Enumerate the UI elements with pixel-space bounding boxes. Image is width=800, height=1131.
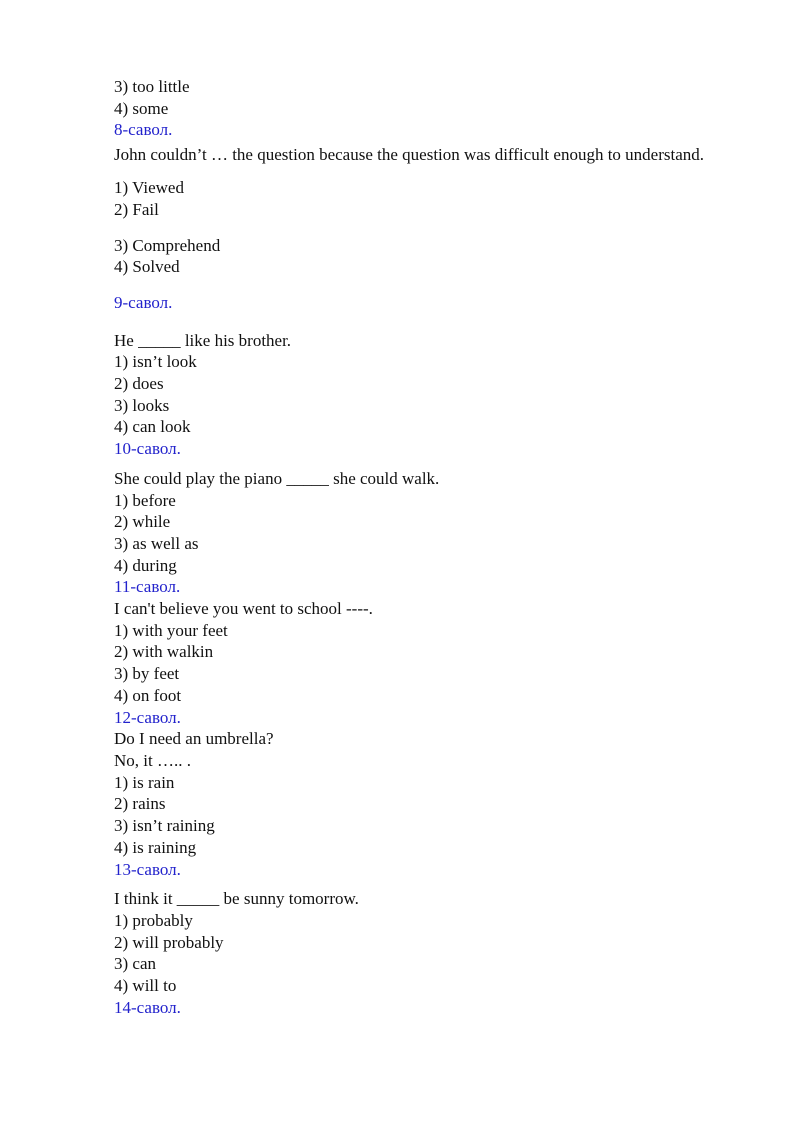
option-text: 4) is raining	[114, 837, 197, 857]
question-label: 11-савол.	[114, 577, 181, 597]
option-text: 1) with your feet	[114, 620, 228, 640]
option-text: 4) during	[114, 555, 177, 575]
document-page	[114, 76, 714, 1018]
option-text: 2) does	[114, 374, 164, 394]
option-text: 4) on foot	[114, 685, 182, 705]
option-text: 1) Viewed	[114, 178, 184, 198]
question-text: I can't believe you went to school ----.	[114, 599, 373, 619]
option-text: 2) while	[114, 512, 171, 532]
question-text: No, it ….. .	[114, 750, 191, 770]
question-text: John couldn’t … the question because the question was difficult enough to understand.	[114, 145, 705, 165]
option-text: 3) too little	[114, 77, 190, 96]
option-text: 2) with walkin	[114, 642, 214, 662]
question-label: 12-савол.	[114, 707, 181, 727]
question-label: 13-савол.	[114, 859, 181, 879]
option-text: 3) as well as	[114, 533, 199, 553]
option-text: 4) can look	[114, 417, 191, 437]
option-text: 3) isn’t raining	[114, 816, 215, 836]
option-text: 2) will probably	[114, 932, 224, 952]
question-text: Do I need an umbrella?	[114, 729, 274, 749]
option-text: 3) by feet	[114, 664, 180, 684]
question-text: He _____ like his brother.	[114, 330, 292, 350]
option-text: 1) isn’t look	[114, 352, 197, 372]
option-text: 3) can	[114, 954, 157, 974]
question-text: She could play the piano _____ she could walk.	[114, 468, 440, 488]
question-label: 9-савол.	[114, 292, 173, 312]
option-text: 2) Fail	[114, 199, 159, 219]
option-text: 4) will to	[114, 976, 177, 996]
option-text: 3) looks	[114, 395, 170, 415]
option-text: 1) probably	[114, 910, 193, 930]
question-label: 14-савол.	[114, 997, 181, 1017]
option-text: 4) Solved	[114, 257, 180, 277]
question-label: 10-савол.	[114, 439, 181, 459]
option-text: 3) Comprehend	[114, 235, 221, 255]
question-text: I think it _____ be sunny tomorrow.	[114, 889, 359, 909]
option-text: 1) is rain	[114, 772, 175, 792]
option-text: 4) some	[114, 98, 169, 118]
question-label: 8-савол.	[114, 120, 173, 140]
option-text: 2) rains	[114, 794, 166, 814]
option-text: 1) before	[114, 490, 176, 510]
